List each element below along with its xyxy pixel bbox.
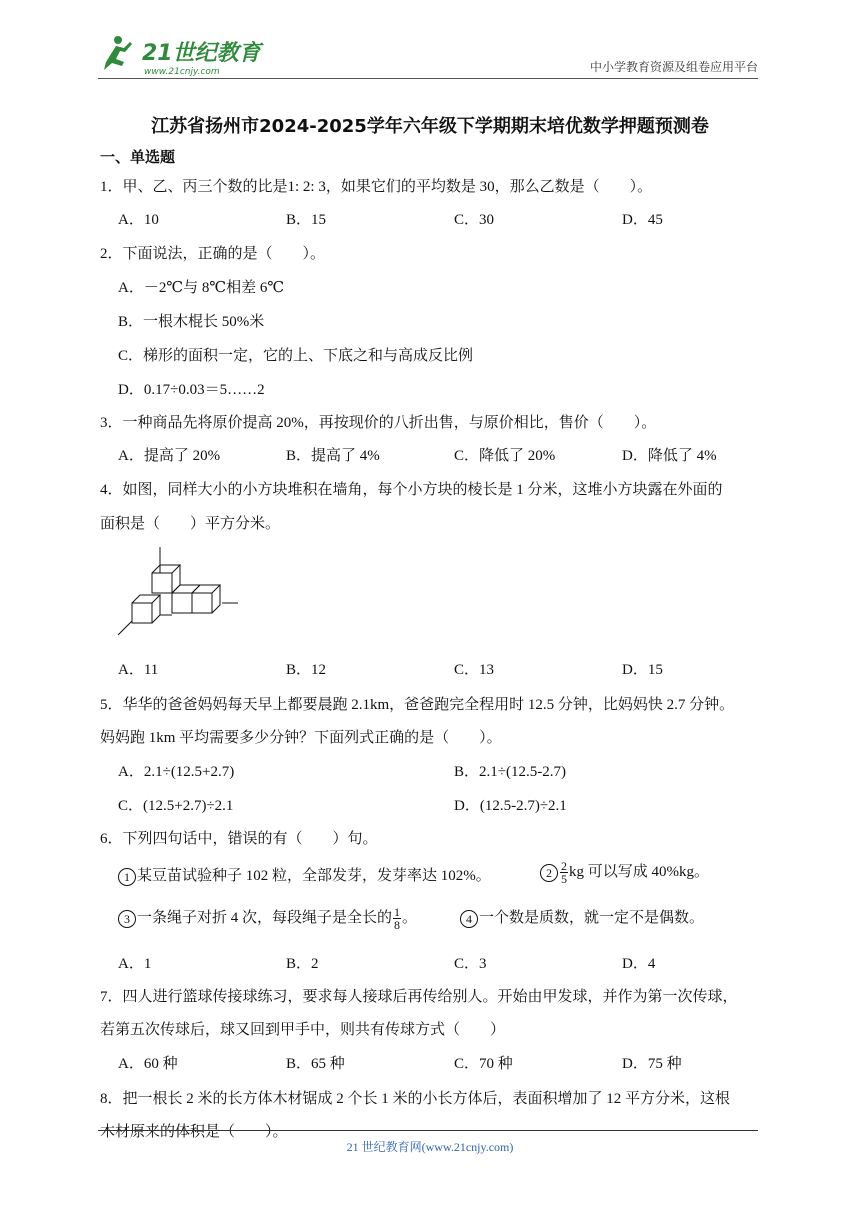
question-6-statement-1: 1 某豆苗试验种子 102 粒，全部发芽，发芽率达 102%。 — [118, 864, 491, 886]
question-6-option-b: B．2 — [286, 956, 319, 972]
svg-text:www.21cnjy.com: www.21cnjy.com — [144, 67, 220, 77]
question-3-option-d: D．降低了 4% — [622, 448, 717, 464]
question-3-text: 3．一种商品先将原价提高 20%，再按现价的八折出售，与原价相比，售价（ ）。 — [100, 415, 657, 431]
question-3-option-c: C．降低了 20% — [454, 448, 556, 464]
header-divider — [98, 78, 758, 79]
question-1-option-c: C．30 — [454, 212, 495, 228]
question-6-option-c: C．3 — [454, 956, 487, 972]
question-4-option-d: D．15 — [622, 662, 663, 678]
question-7-option-c: C．70 种 — [454, 1056, 513, 1072]
question-3-option-a: A．提高了 20% — [118, 448, 221, 464]
circled-number-3: 3 — [118, 910, 136, 928]
circled-number-1: 1 — [118, 868, 136, 886]
stacked-cubes-figure — [112, 545, 242, 640]
question-6-text: 6．下列四句话中，错误的有（ ）句。 — [100, 831, 378, 847]
question-2-option-d: D．0.17÷0.03＝5……2 — [118, 382, 265, 398]
circled-number-2: 2 — [540, 864, 558, 882]
question-2-option-b: B．一根木棍长 50%米 — [118, 314, 265, 330]
question-7-text-line-2: 若第五次传球后，球又回到甲手中，则共有传球方式（ ） — [100, 1022, 506, 1038]
question-5-option-b: B．2.1÷(12.5-2.7) — [454, 764, 566, 780]
question-6-statement-4: 4 一个数是质数，就一定不是偶数。 — [460, 906, 704, 928]
svg-text:21世纪教育: 21世纪教育 — [142, 41, 261, 66]
question-5-option-c: C．(12.5+2.7)÷2.1 — [118, 798, 234, 814]
question-1-option-a: A．10 — [118, 212, 159, 228]
question-8-text-line-2: 木材原来的体积是（ ）。 — [100, 1124, 288, 1140]
question-4-option-a: A．11 — [118, 662, 159, 678]
question-1-text: 1．甲、乙、丙三个数的比是1: 2: 3，如果它们的平均数是 30，那么乙数是（ ）。 — [100, 179, 653, 195]
question-6-statement-3: 3 一条绳子对折 4 次，每段绳子是全长的 $\frac{1}{8}$ 。 — [118, 906, 417, 931]
question-7-option-d: D．75 种 — [622, 1056, 682, 1072]
question-3-option-b: B．提高了 4% — [286, 448, 380, 464]
fraction-1-8: $\frac{1}{8}$ — [394, 905, 401, 933]
question-4-text-line-1: 4．如图，同样大小的小方块堆积在墙角，每个小方块的棱长是 1 分米，这堆小方块露在外面的 — [100, 482, 723, 498]
page-title: 江苏省扬州市2024-2025学年六年级下学期期末培优数学押题预测卷 — [151, 116, 709, 137]
footer-divider — [98, 1130, 758, 1131]
question-5-option-a: A．2.1÷(12.5+2.7) — [118, 764, 235, 780]
question-2-text: 2．下面说法，正确的是（ ）。 — [100, 246, 326, 262]
question-5-option-d: D．(12.5-2.7)÷2.1 — [454, 798, 567, 814]
question-6-option-d: D．4 — [622, 956, 656, 972]
question-4-option-c: C．13 — [454, 662, 495, 678]
question-4-text-line-2: 面积是（ ）平方分米。 — [100, 516, 281, 532]
brand-name: 中小学教育资源及组卷应用平台 — [589, 60, 758, 74]
page-footer[interactable]: 21 世纪教育网(www.21cnjy.com) — [346, 1140, 514, 1154]
question-4-option-b: B．12 — [286, 662, 327, 678]
circled-number-4: 4 — [460, 910, 478, 928]
question-5-text-line-2: 妈妈跑 1km 平均需要多少分钟？下面列式正确的是（ ）。 — [100, 730, 502, 746]
question-1-option-b: B．15 — [286, 212, 327, 228]
question-7-option-b: B．65 种 — [286, 1056, 345, 1072]
fraction-2-5: $\frac{2}{5}$ — [561, 859, 567, 887]
logo-21cnjy — [98, 32, 268, 78]
section-heading: 一、单选题 — [100, 148, 176, 166]
question-6-statement-2: 2 $\frac{2}{5}$ kg 可以写成 40%kg。 — [540, 860, 709, 885]
question-5-text-line-1: 5．华华的爸爸妈妈每天早上都要晨跑 2.1km，爸爸跑完全程用时 12.5 分钟，比妈妈快 2.7 分钟。 — [100, 697, 735, 713]
question-1-option-d: D．45 — [622, 212, 663, 228]
question-6-option-a: A．1 — [118, 956, 152, 972]
question-7-option-a: A．60 种 — [118, 1056, 178, 1072]
question-2-option-a: A．－2℃与 8℃相差 6℃ — [118, 280, 285, 296]
question-2-option-c: C．梯形的面积一定，它的上、下底之和与高成反比例 — [118, 348, 474, 364]
page-header — [98, 32, 758, 80]
question-8-text-line-1: 8．把一根长 2 米的长方体木材锯成 2 个长 1 米的小长方体后，表面积增加了 12 平方分米，这根 — [100, 1091, 731, 1107]
question-7-text-line-1: 7．四人进行篮球传接球练习，要求每人接球后再传给别人。开始由甲发球，并作为第一次传球， — [100, 989, 738, 1005]
